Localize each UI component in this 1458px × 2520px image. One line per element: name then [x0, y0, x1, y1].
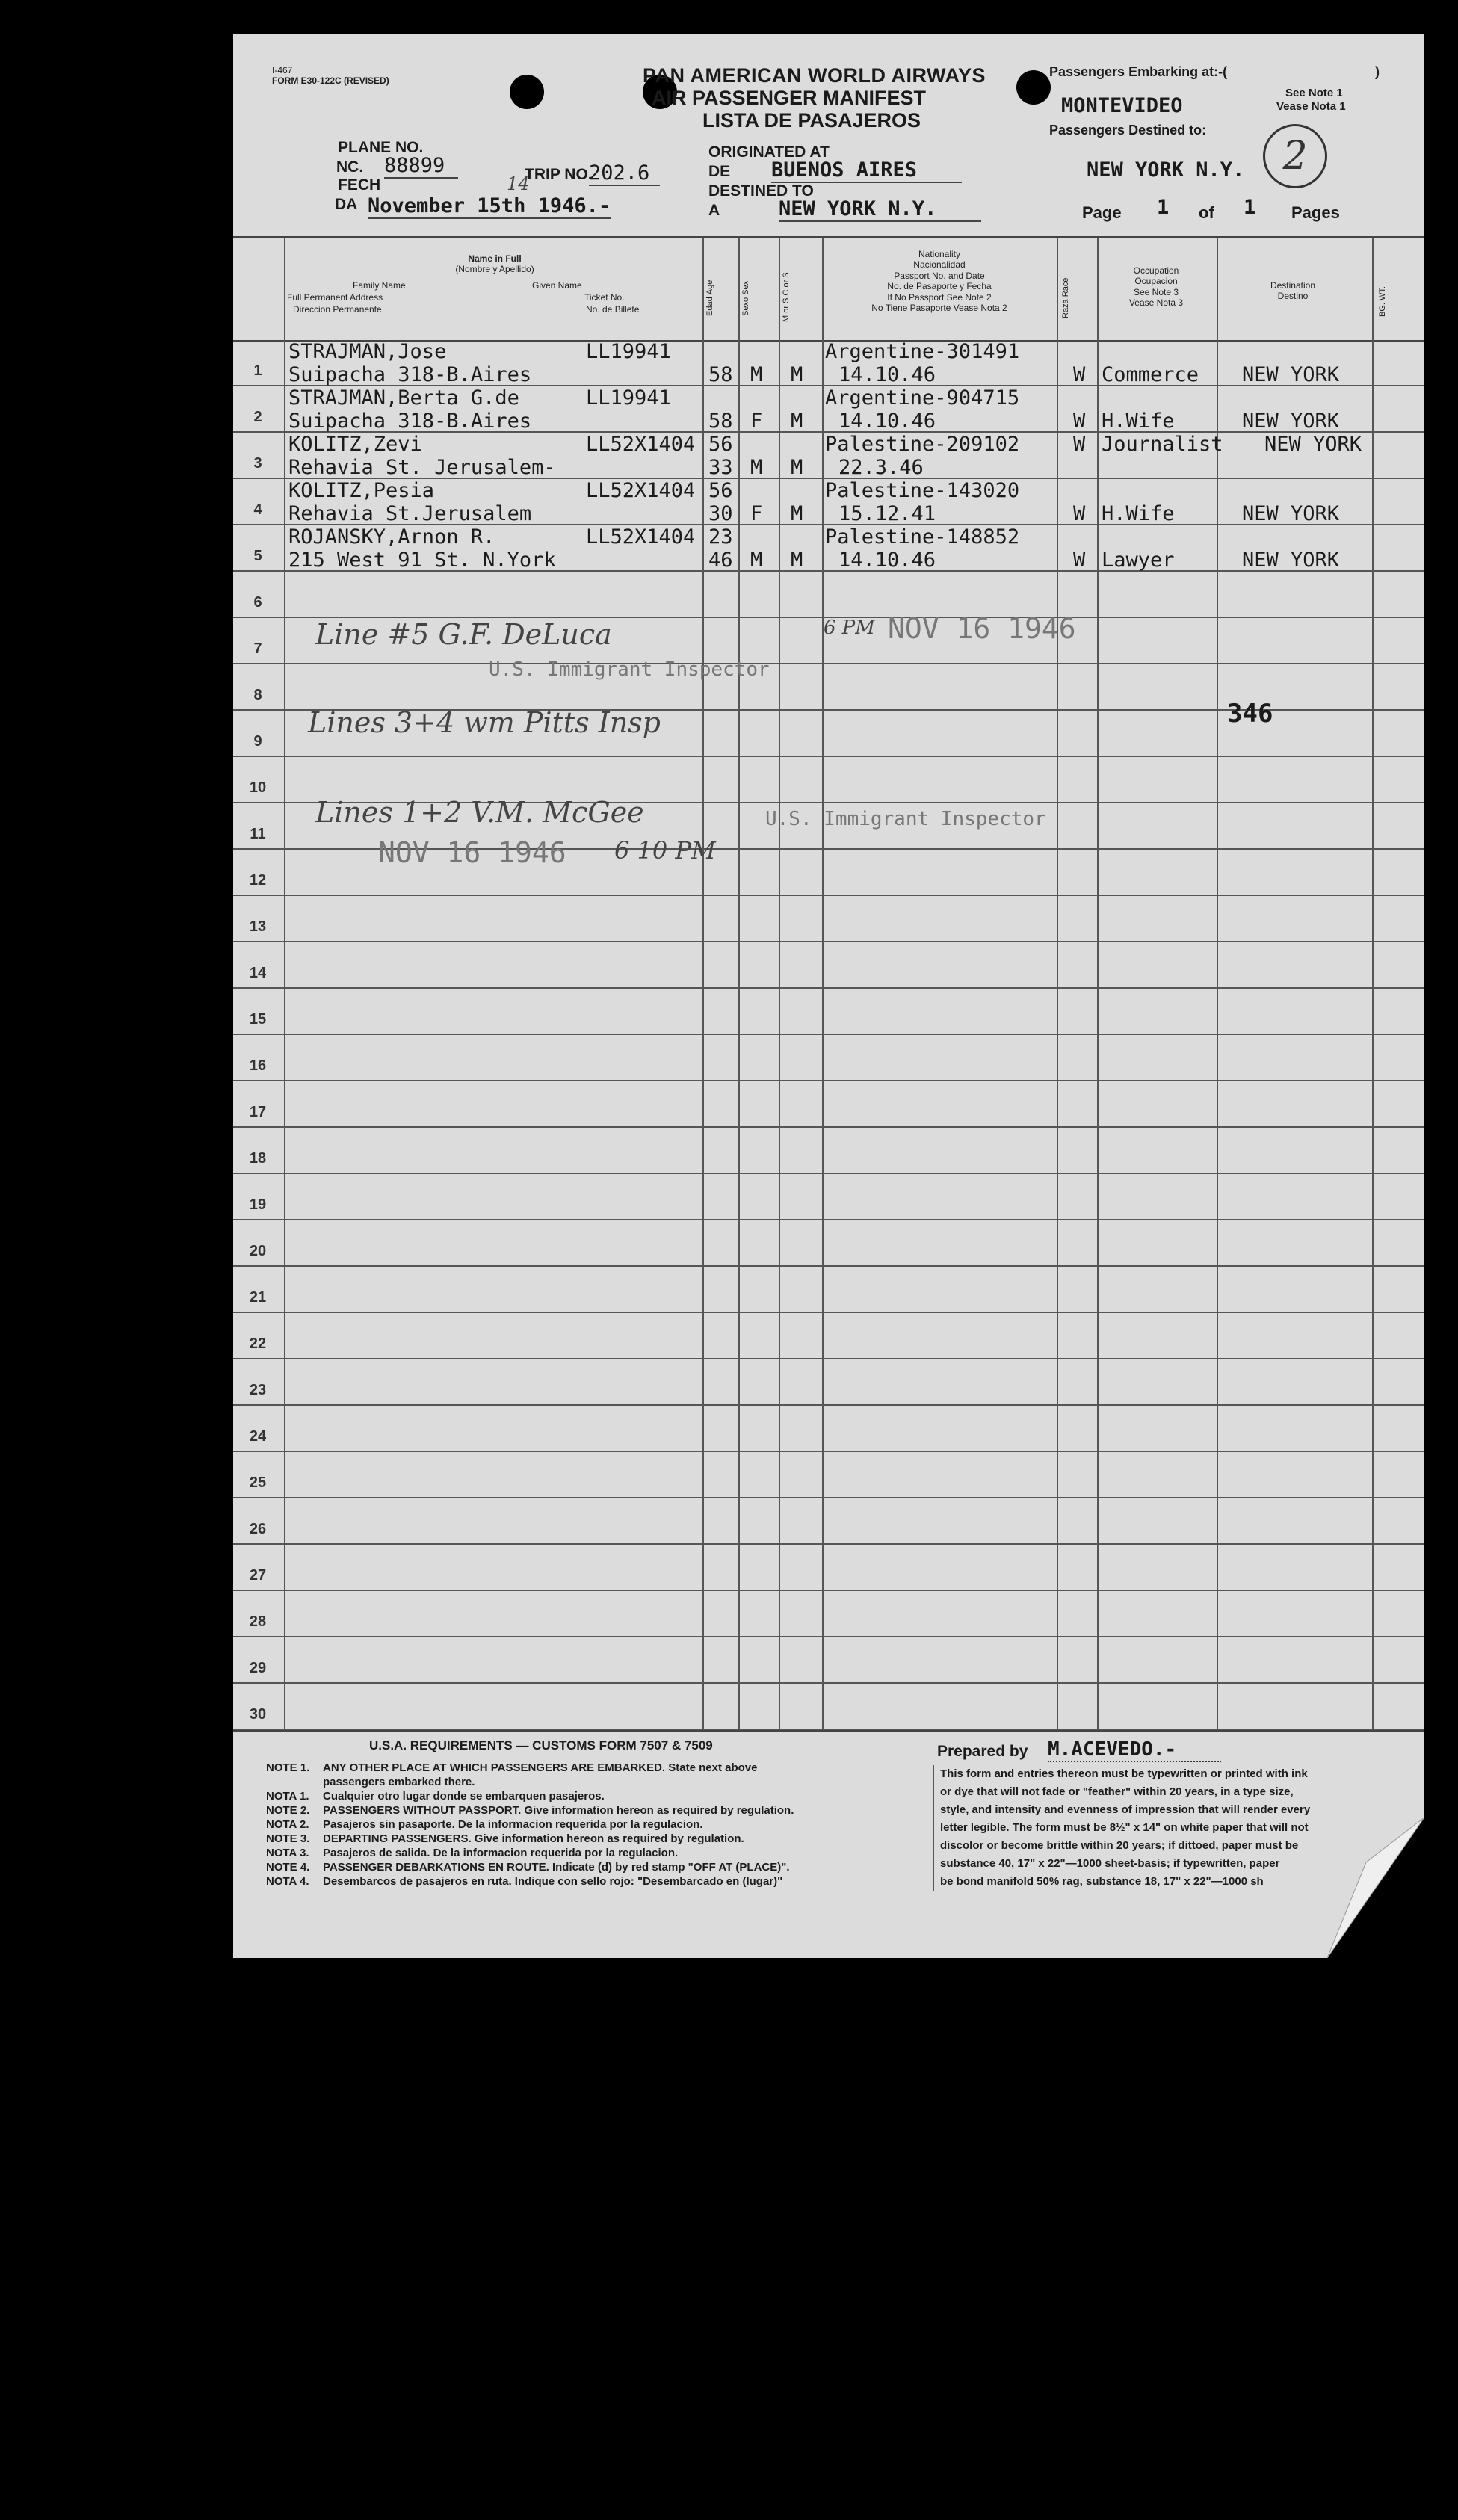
- trip-number: 202.6: [589, 161, 660, 186]
- row-divider: [233, 1080, 1424, 1081]
- row-number: 22: [249, 1335, 267, 1352]
- header-race-line: Raza: [1061, 299, 1070, 319]
- row-number: 3: [253, 455, 262, 472]
- row-number: 29: [249, 1660, 267, 1676]
- ticket-number: LL19941: [586, 340, 671, 363]
- header-occupation-line: See Note 3: [1133, 286, 1179, 297]
- note-line: [266, 1775, 909, 1789]
- passenger-table: [233, 236, 1424, 1732]
- header-age: [705, 268, 738, 328]
- fecha-label: FECH: [338, 176, 381, 194]
- header-address-es: Direccion Permanente: [293, 304, 382, 315]
- destined-to-label: DESTINED TO: [708, 182, 814, 200]
- a-label: A: [708, 202, 720, 219]
- header-address: Full Permanent Address: [287, 292, 383, 303]
- header-nationality: [824, 249, 1055, 313]
- header-bg-wt: [1378, 283, 1411, 321]
- row-divider: [233, 756, 1424, 757]
- row-number: 12: [249, 872, 267, 889]
- header-age-line: Age: [705, 280, 714, 295]
- note-text: DEPARTING PASSENGERS. Give information hereon as required by regulation.: [323, 1832, 744, 1845]
- annotation-time1: 6 PM: [824, 617, 875, 639]
- of-label: of: [1199, 203, 1214, 222]
- ticket-suffix: 56: [708, 479, 733, 502]
- passenger-age: 33: [708, 456, 733, 479]
- row-divider: [233, 1682, 1424, 1684]
- passenger-name: ROJANSKY,Arnon R.: [288, 525, 495, 549]
- passenger-occupation: H.Wife: [1102, 502, 1175, 525]
- count-value: 346: [1227, 699, 1273, 729]
- row-divider: [233, 941, 1424, 942]
- passenger-marital: M: [791, 410, 803, 433]
- row-divider: [233, 895, 1424, 896]
- see-note-1: See Note 1: [1285, 87, 1343, 99]
- flight-date: November 15th 1946.-: [368, 194, 611, 217]
- row-number: 14: [249, 965, 267, 981]
- annotation-lines12: Lines 1+2 V.M. McGee: [315, 796, 644, 829]
- note-text: PASSENGER DEBARKATIONS EN ROUTE. Indicate (d) by red stamp "OFF AT (PLACE)".: [323, 1861, 790, 1874]
- row-number: 9: [253, 733, 262, 750]
- header-nationality-line: Nacionalidad: [913, 259, 966, 271]
- passenger-address: Suipacha 318-B.Aires: [288, 363, 532, 386]
- passenger-name: KOLITZ,Zevi: [288, 433, 422, 456]
- circled-number: [1263, 124, 1327, 188]
- note-label: NOTA 1.: [266, 1790, 309, 1803]
- header-ticket: Ticket No.: [584, 292, 625, 303]
- header-destination: [1218, 280, 1368, 302]
- row-number: 8: [253, 687, 262, 703]
- row-number: 19: [249, 1196, 267, 1213]
- row-number: 6: [253, 594, 262, 611]
- passenger-occupation: Journalist: [1102, 433, 1223, 456]
- plane-label: PLANE NO.: [338, 139, 424, 156]
- passenger-address: 215 West 91 St. N.York: [288, 549, 556, 572]
- folded-corner: [1327, 1818, 1424, 1958]
- note-text: Pasajeros sin pasaporte. De la informacion requerida por la regulacion.: [323, 1818, 703, 1831]
- header-name: [285, 253, 704, 275]
- instruction-line: or dye that will not fade or "feather" within 20 years, in a type size,: [940, 1785, 1294, 1798]
- annotation-lines34: Lines 3+4 wm Pitts Insp: [308, 706, 661, 739]
- ticket-number: LL52X1404: [586, 479, 696, 502]
- passenger-marital: M: [791, 549, 803, 572]
- row-number: 21: [249, 1289, 267, 1306]
- header-name-line: Name in Full: [468, 253, 522, 264]
- note-label: NOTE 2.: [266, 1804, 310, 1817]
- note-label: NOTE 3.: [266, 1832, 310, 1845]
- vease-nota-1: Vease Nota 1: [1276, 100, 1346, 113]
- passenger-nationality: Argentine-301491: [825, 340, 1020, 363]
- originated-label: ORIGINATED AT: [708, 143, 830, 161]
- header-destination-line: Destino: [1277, 291, 1309, 302]
- table-row: [233, 340, 1424, 386]
- row-number: 17: [249, 1104, 267, 1120]
- header-destination-line: Destination: [1270, 280, 1316, 291]
- header-sex-line: Sexo: [741, 297, 750, 316]
- date-label: DA: [335, 196, 358, 213]
- ticket-suffix: 56: [708, 433, 733, 456]
- passenger-sex: M: [750, 456, 763, 479]
- header-age-line: Edad: [705, 297, 714, 317]
- header-marital: [782, 264, 815, 331]
- ticket-suffix: 23: [708, 525, 733, 549]
- prepared-label: Prepared by: [937, 1743, 1028, 1760]
- ticket-number: LL52X1404: [586, 433, 696, 456]
- page-label: Page: [1082, 203, 1122, 222]
- note-line: [266, 1846, 909, 1860]
- note-text: PASSENGERS WITHOUT PASSPORT. Give information hereon as required by regulation.: [323, 1804, 794, 1817]
- row-number: 11: [250, 826, 266, 842]
- passenger-age: 58: [708, 363, 733, 386]
- note-text: Cualquier otro lugar donde se embarquen pasajeros.: [323, 1790, 605, 1803]
- passenger-destination: NEW YORK: [1242, 502, 1340, 525]
- ticket-number: LL52X1404: [586, 525, 696, 549]
- note-label: NOTE 1.: [266, 1761, 310, 1774]
- passport-date: 15.12.41: [838, 502, 936, 525]
- embark-label: Passengers Embarking at:-(: [1049, 64, 1228, 79]
- pages-label: Pages: [1291, 203, 1340, 222]
- passenger-name: KOLITZ,Pesia: [288, 479, 435, 502]
- airline-name: PAN AMERICAN WORLD AIRWAYS: [643, 64, 986, 87]
- passenger-destination: NEW YORK: [1264, 433, 1362, 456]
- row-divider: [233, 1173, 1424, 1174]
- passenger-marital: M: [791, 363, 803, 386]
- header-ticket-es: No. de Billete: [586, 304, 640, 315]
- trip-label: TRIP NO.: [525, 166, 593, 183]
- note-text: Desembarcos de pasajeros en ruta. Indique con sello rojo: "Desembarcado en (lugar)": [323, 1875, 783, 1888]
- note-line: [266, 1832, 909, 1846]
- table-row: [233, 433, 1424, 479]
- instruction-line: be bond manifold 50% rag, substance 18, 17" x 22"—1000 sh: [940, 1875, 1264, 1888]
- passenger-rows: [233, 340, 1424, 572]
- row-number: 27: [249, 1567, 267, 1584]
- passport-date: 14.10.46: [838, 363, 936, 386]
- row-divider: [233, 1404, 1424, 1406]
- row-divider: [233, 1451, 1424, 1452]
- row-number: 4: [253, 501, 262, 518]
- notes-list: [266, 1761, 909, 1889]
- header-nationality-line: Nationality: [918, 249, 961, 259]
- row-divider: [233, 1543, 1424, 1545]
- total-pages: 1: [1244, 196, 1256, 219]
- row-number: 10: [249, 779, 267, 796]
- header-nationality-line: No Tiene Pasaporte Vease Nota 2: [871, 302, 1007, 313]
- row-divider: [233, 1358, 1424, 1359]
- embark-value: MONTEVIDEO: [1061, 94, 1183, 117]
- prepared-by: M.ACEVEDO.-: [1048, 1738, 1221, 1762]
- row-number: 26: [249, 1521, 267, 1537]
- row-number: 5: [253, 548, 262, 564]
- table-row: [233, 479, 1424, 525]
- note-line: [266, 1803, 909, 1818]
- passenger-occupation: Lawyer: [1102, 549, 1175, 572]
- row-number: 1: [253, 362, 262, 379]
- note-line: [266, 1789, 909, 1803]
- note-line: [266, 1818, 909, 1832]
- page-number: 1: [1157, 196, 1170, 219]
- passenger-race: W: [1073, 433, 1086, 456]
- header-family-name: Family Name: [353, 280, 406, 291]
- passenger-nationality: Argentine-904715: [825, 386, 1020, 410]
- passenger-sex: M: [750, 363, 763, 386]
- passenger-name: STRAJMAN,Berta G.de: [288, 386, 519, 410]
- instruction-line: style, and intensity and evenness of impression that will render every: [940, 1803, 1311, 1816]
- row-number: 13: [249, 918, 267, 935]
- note-label: NOTA 2.: [266, 1818, 309, 1831]
- row-divider: [233, 1219, 1424, 1220]
- header-nationality-line: If No Passport See Note 2: [887, 291, 992, 303]
- instruction-line: letter legible. The form must be 8½" x 14" on white paper that will not: [940, 1821, 1309, 1834]
- header-name-line: (Nombre y Apellido): [455, 264, 534, 275]
- passenger-sex: F: [750, 502, 763, 525]
- note-line: [266, 1874, 909, 1889]
- row-divider: [233, 1312, 1424, 1313]
- row-number: 20: [249, 1243, 267, 1259]
- instruction-line: substance 40, 17" x 22"—1000 sheet-basis; if typewritten, paper: [940, 1857, 1280, 1870]
- note-line: [266, 1860, 909, 1874]
- plane-number: 88899: [384, 154, 458, 179]
- note-label: NOTA 4.: [266, 1875, 309, 1888]
- received-stamp: NOV 16 1946: [378, 836, 566, 869]
- header-sex: [741, 268, 774, 328]
- row-divider: [233, 1636, 1424, 1637]
- destined-value: NEW YORK N.Y.: [1087, 158, 1245, 182]
- passenger-destination: NEW YORK: [1242, 363, 1340, 386]
- table-row: [233, 525, 1424, 572]
- passenger-race: W: [1073, 363, 1086, 386]
- row-number: 28: [249, 1613, 267, 1630]
- row-number: 24: [249, 1428, 267, 1445]
- row-number: 16: [249, 1057, 267, 1074]
- embark-paren: ): [1375, 64, 1380, 79]
- date-correction: 14: [507, 173, 530, 194]
- passenger-age: 58: [708, 410, 733, 433]
- passenger-marital: M: [791, 456, 803, 479]
- note-text: Pasajeros de salida. De la informacion requerida por la regulacion.: [323, 1847, 679, 1859]
- passport-date: 14.10.46: [838, 410, 936, 433]
- header-nationality-line: No. de Pasaporte y Fecha: [887, 281, 992, 292]
- header-occupation-line: Occupation: [1133, 265, 1179, 276]
- passenger-age: 46: [708, 549, 733, 572]
- table-header: [233, 238, 1424, 342]
- annotation-time2: 6 10 PM: [614, 836, 716, 865]
- row-number: 25: [249, 1474, 267, 1491]
- received-stamp: NOV 16 1946: [888, 612, 1076, 645]
- header-given-name: Given Name: [532, 280, 582, 291]
- row-number: 7: [253, 640, 262, 657]
- header-bg-line: WT.: [1378, 286, 1387, 301]
- row-number: 30: [249, 1706, 267, 1723]
- form-code: FORM E30-122C (REVISED): [272, 75, 389, 86]
- requirements-title: U.S.A. REQUIREMENTS — CUSTOMS FORM 7507 & 7509: [369, 1738, 713, 1752]
- manifest-title-es: LISTA DE PASAJEROS: [702, 109, 921, 132]
- header-bg-line: BG.: [1378, 303, 1387, 318]
- header-sex-line: Sex: [741, 280, 750, 295]
- inspector-stamp: U.S. Immigrant Inspector: [765, 808, 1046, 830]
- row-divider: [233, 987, 1424, 989]
- passenger-occupation: H.Wife: [1102, 410, 1175, 433]
- row-number: 2: [253, 409, 262, 425]
- note-text: passengers embarked there.: [323, 1776, 475, 1788]
- note-line: [266, 1761, 909, 1775]
- annotation-line5: Line #5 G.F. DeLuca: [315, 618, 612, 651]
- note-label: NOTE 4.: [266, 1861, 310, 1874]
- manifest-title: AIR PASSENGER MANIFEST: [652, 87, 927, 109]
- punch-hole: [510, 75, 544, 109]
- footer: [233, 1728, 1424, 1958]
- passenger-age: 30: [708, 502, 733, 525]
- passenger-race: W: [1073, 410, 1086, 433]
- passenger-name: STRAJMAN,Jose: [288, 340, 447, 363]
- row-divider: [233, 1590, 1424, 1591]
- passenger-sex: M: [750, 549, 763, 572]
- row-number: 23: [249, 1382, 267, 1398]
- row-number: 15: [249, 1011, 267, 1028]
- row-divider: [233, 1126, 1424, 1128]
- passenger-marital: M: [791, 502, 803, 525]
- punch-hole: [1016, 70, 1051, 105]
- row-divider: [233, 1034, 1424, 1035]
- row-divider: [233, 1497, 1424, 1498]
- passenger-nationality: Palestine-148852: [825, 525, 1020, 549]
- header-occupation: [1100, 265, 1212, 309]
- note-label: [266, 1775, 323, 1789]
- note-text: ANY OTHER PLACE AT WHICH PASSENGERS ARE EMBARKED. State next above: [323, 1761, 758, 1774]
- row-divider: [233, 1265, 1424, 1267]
- manifest-sheet: [233, 34, 1424, 1958]
- passenger-nationality: Palestine-209102: [825, 433, 1020, 456]
- row-divider: [233, 663, 1424, 664]
- passenger-address: Rehavia St. Jerusalem-: [288, 456, 556, 479]
- table-row: [233, 386, 1424, 433]
- passenger-race: W: [1073, 549, 1086, 572]
- header-race: [1061, 268, 1094, 328]
- passenger-destination: NEW YORK: [1242, 410, 1340, 433]
- originated-value: BUENOS AIRES: [771, 158, 962, 183]
- passport-date: 14.10.46: [838, 549, 936, 572]
- header-occupation-line: Ocupacion: [1134, 276, 1178, 287]
- form-number: I-467: [272, 65, 293, 75]
- header-marital-line: M or S: [782, 297, 791, 323]
- passenger-nationality: Palestine-143020: [825, 479, 1020, 502]
- passenger-sex: F: [750, 410, 763, 433]
- inspector-stamp: U.S. Immigrant Inspector: [489, 658, 770, 681]
- passenger-address: Rehavia St.Jerusalem: [288, 502, 532, 525]
- de-label: DE: [708, 163, 731, 180]
- ticket-number: LL19941: [586, 386, 671, 410]
- plane-label-nc: NC.: [336, 158, 364, 176]
- circled-number-text: 2: [1282, 134, 1308, 179]
- passenger-race: W: [1073, 502, 1086, 525]
- instruction-line: This form and entries thereon must be typewritten or printed with ink: [940, 1767, 1308, 1780]
- passenger-occupation: Commerce: [1102, 363, 1199, 386]
- header-nationality-line: Passport No. and Date: [894, 270, 985, 281]
- destined-to-value: NEW YORK N.Y.: [779, 197, 981, 222]
- header-race-line: Race: [1061, 277, 1070, 297]
- note-label: NOTA 3.: [266, 1847, 309, 1859]
- header-marital-line: C or S: [782, 272, 791, 296]
- passenger-address: Suipacha 318-B.Aires: [288, 410, 532, 433]
- passport-date: 22.3.46: [838, 456, 924, 479]
- row-number: 18: [249, 1150, 267, 1167]
- instruction-line: discolor or become brittle within 20 years; if dittoed, paper must be: [940, 1839, 1299, 1852]
- destined-label: Passengers Destined to:: [1049, 123, 1207, 138]
- header-occupation-line: Vease Nota 3: [1128, 297, 1184, 309]
- passenger-destination: NEW YORK: [1242, 549, 1340, 572]
